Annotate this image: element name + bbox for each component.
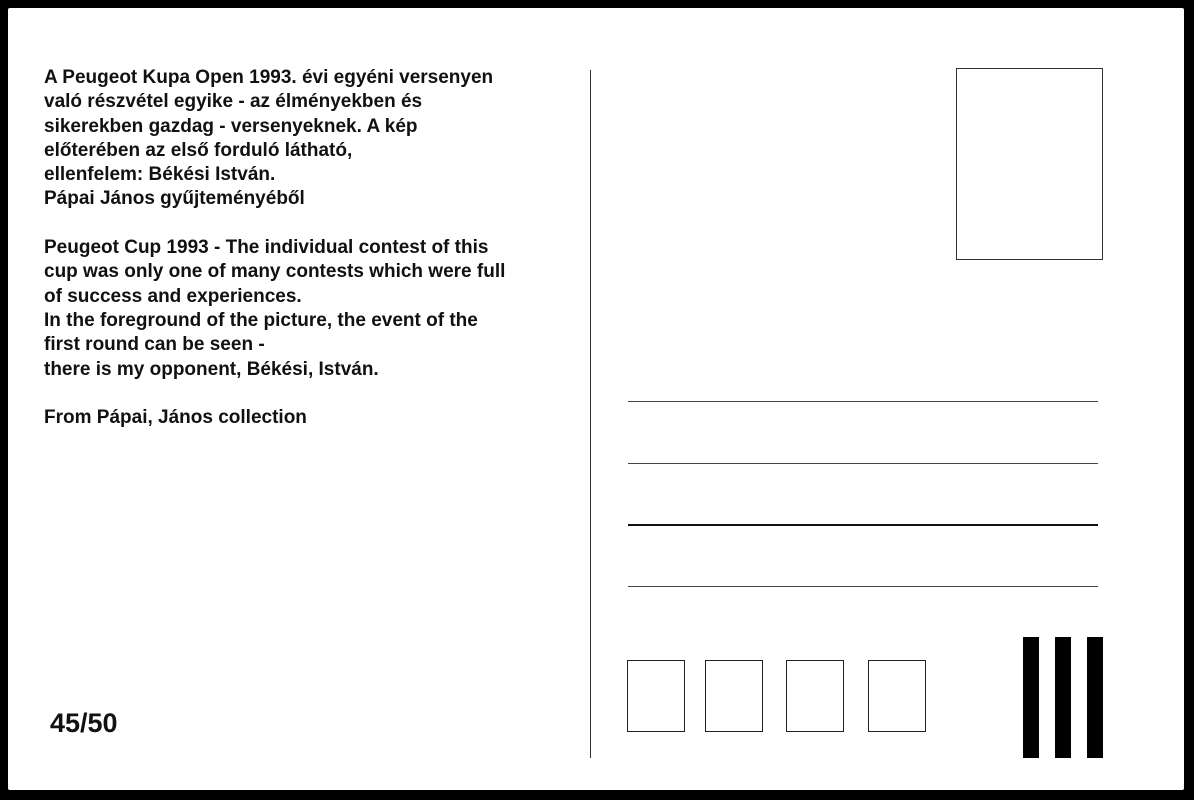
hungarian-caption-line: sikerekben gazdag - versenyeknek. A kép xyxy=(44,115,418,137)
postal-code-box xyxy=(705,660,763,732)
postal-code-box xyxy=(868,660,926,732)
hungarian-caption-line: Pápai János gyűjteményéből xyxy=(44,188,305,210)
collection-note: From Pápai, János collection xyxy=(44,407,307,429)
english-caption-line: In the foreground of the picture, the event of the xyxy=(44,309,478,331)
hungarian-caption-line: ellenfelem: Békési István. xyxy=(44,164,276,186)
english-caption-line: first round can be seen - xyxy=(44,334,265,356)
address-line xyxy=(628,524,1098,526)
english-caption xyxy=(44,236,584,382)
address-line xyxy=(628,463,1098,464)
english-caption-line: there is my opponent, Békési, István. xyxy=(44,358,379,380)
address-line xyxy=(628,586,1098,587)
edition-number: 45/50 xyxy=(50,708,118,738)
address-line xyxy=(628,401,1098,402)
hungarian-caption-line: való részvétel egyike - az élményekben és xyxy=(44,91,423,113)
postcard-back xyxy=(8,8,1184,790)
english-caption-line: of success and experiences. xyxy=(44,285,302,307)
stamp-box xyxy=(956,68,1103,260)
caption-text xyxy=(44,66,584,430)
english-caption-line: Peugeot Cup 1993 - The individual contest of this xyxy=(44,237,489,259)
english-caption-line: cup was only one of many contests which were full xyxy=(44,261,506,283)
hungarian-caption-line: előterében az első forduló látható, xyxy=(44,139,353,161)
hungarian-caption-line: A Peugeot Kupa Open 1993. évi egyéni versenyen xyxy=(44,67,494,88)
mark-bar xyxy=(1087,637,1103,758)
mark-bar xyxy=(1055,637,1071,758)
postal-code-box xyxy=(627,660,685,732)
mark-bar xyxy=(1023,637,1039,758)
center-divider xyxy=(590,70,591,758)
postal-code-box xyxy=(786,660,844,732)
hungarian-caption xyxy=(44,66,584,212)
